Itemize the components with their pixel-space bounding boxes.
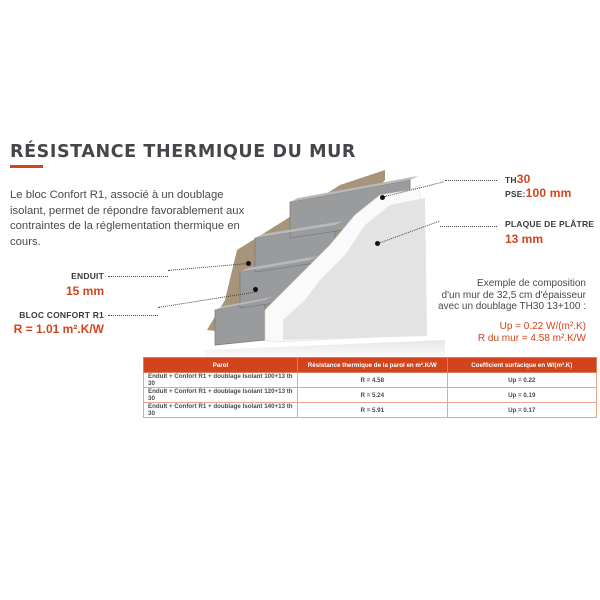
th-name: TH bbox=[505, 175, 517, 185]
header-coefficient: Coefficient surfacique en W/(m².K) bbox=[447, 358, 597, 373]
enduit-value: 15 mm bbox=[65, 284, 104, 298]
cell-resistance: R = 5.24 bbox=[298, 388, 447, 403]
bloc-value: R = 1.01 m².K/W bbox=[13, 322, 104, 336]
table-row bbox=[144, 373, 597, 388]
th-label bbox=[505, 172, 530, 186]
cell-coefficient: Up = 0.17 bbox=[447, 403, 597, 418]
table-row bbox=[144, 403, 597, 418]
th-marker bbox=[380, 195, 385, 200]
pse-value: 100 mm bbox=[525, 186, 572, 200]
cell-coefficient: Up = 0.22 bbox=[447, 373, 597, 388]
example-text bbox=[438, 278, 586, 313]
bloc-label: BLOC CONFORT R1 bbox=[19, 310, 104, 320]
header-resistance: Résistance thermique de la parol en m².K/W bbox=[298, 358, 447, 373]
thermal-table bbox=[143, 357, 597, 418]
enduit-leader bbox=[108, 276, 168, 277]
page-title: RÉSISTANCE THERMIQUE DU MUR bbox=[10, 142, 357, 162]
example-line-3: avec un doublage TH30 13+100 : bbox=[438, 301, 586, 312]
cell-coefficient: Up = 0.19 bbox=[447, 388, 597, 403]
bloc-marker bbox=[253, 287, 258, 292]
example-result bbox=[478, 321, 586, 344]
table-header-row bbox=[144, 358, 597, 373]
cell-parol: Endult + Confort R1 + doublage Isolant 100+13 th 30 bbox=[144, 373, 298, 388]
wall-illustration-icon bbox=[195, 160, 455, 360]
cell-resistance: R = 4.58 bbox=[298, 373, 447, 388]
example-up: Up = 0.22 W/(m².K) bbox=[499, 321, 586, 332]
example-line-1: Exemple de composition bbox=[477, 278, 586, 289]
pse-label bbox=[505, 186, 572, 200]
example-r: R du mur = 4.58 m².K/W bbox=[477, 332, 586, 344]
cell-resistance: R = 5.91 bbox=[298, 403, 447, 418]
title-underline bbox=[10, 165, 43, 168]
plaque-leader-2 bbox=[440, 226, 497, 227]
th-leader-2 bbox=[445, 180, 497, 181]
header-parol: Parol bbox=[144, 358, 298, 373]
cell-parol: Endult + Confort R1 + doublage Isolant 140+13 th 30 bbox=[144, 403, 298, 418]
pse-name: PSE: bbox=[505, 189, 526, 199]
plaque-label: PLAQUE DE PLÂTRE bbox=[505, 219, 595, 229]
enduit-marker bbox=[246, 261, 251, 266]
example-line-2: d'un mur de 32,5 cm d'épaisseur bbox=[441, 289, 586, 301]
plaque-marker bbox=[375, 241, 380, 246]
plaque-value: 13 mm bbox=[505, 232, 544, 246]
enduit-label: ENDUIT bbox=[71, 271, 104, 281]
intro-text: Le bloc Confort R1, associé à un doublage isolant, permet de répondre favorablement aux contraintes de la réglementation thermique en cours. bbox=[10, 189, 245, 248]
table-row bbox=[144, 388, 597, 403]
th-value: 30 bbox=[516, 172, 531, 186]
bloc-leader bbox=[108, 315, 158, 316]
cell-parol: Endult + Confort R1 + doublage Isolant 120+13 th 30 bbox=[144, 388, 298, 403]
